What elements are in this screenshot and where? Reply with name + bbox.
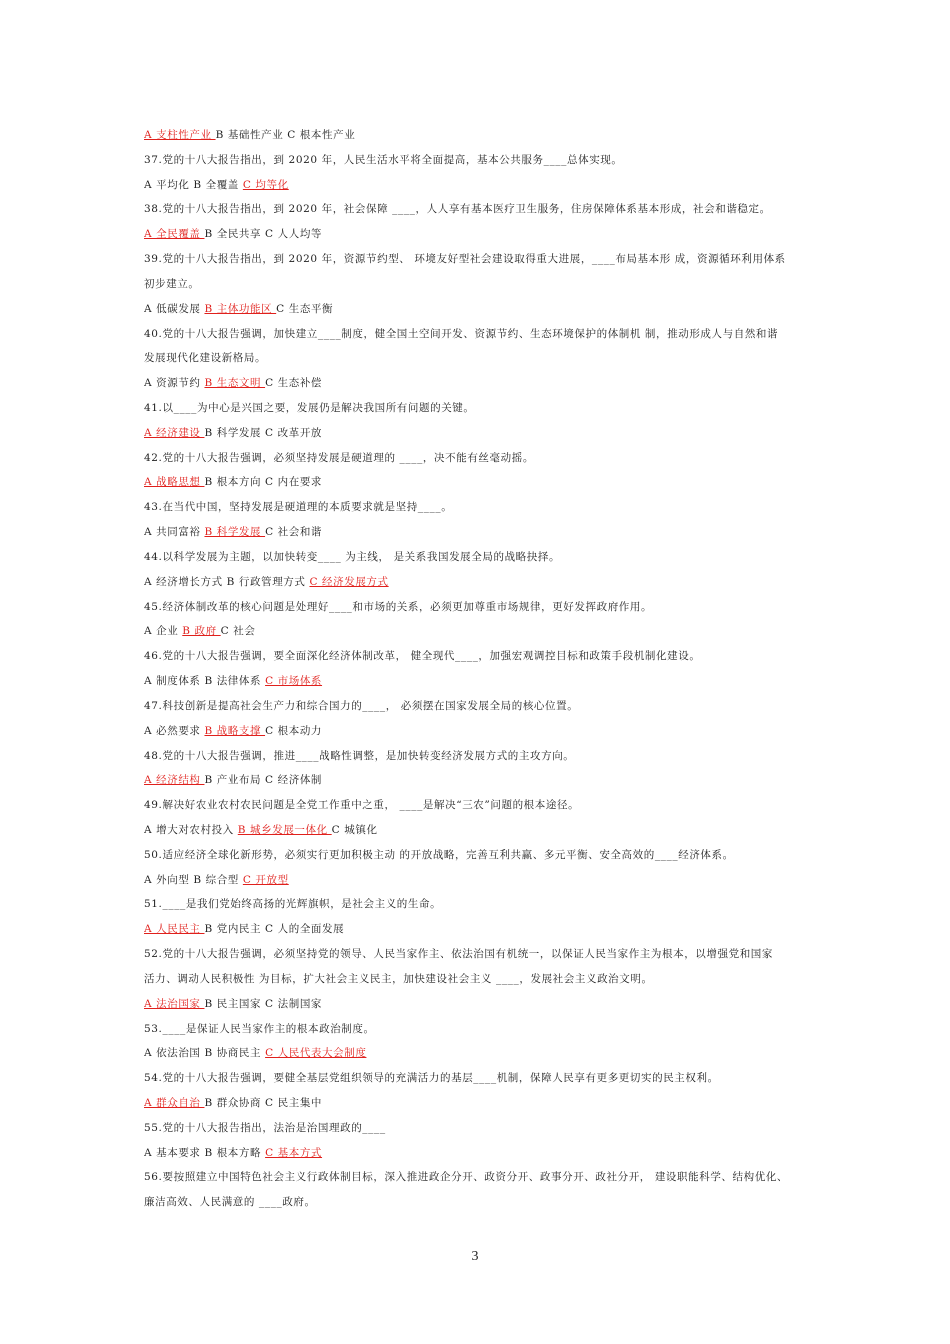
answer-highlight: A 战略思想 [144,476,205,489]
answer-highlight: A 人民民主 [144,923,205,936]
text-line [144,793,816,818]
text-line [144,346,816,371]
text-line [144,1017,816,1042]
text-line [144,297,816,322]
line-text: 41.以____为中心是兴国之要，发展仍是解决我国所有问题的关键。 [144,402,475,415]
line-text: 49.解决好农业农村农民问题是全党工作重中之重， ____是解决“三农”问题的根本途径。 [144,799,580,812]
line-text: B 科学发展 C 改革开放 [204,426,323,439]
line-text: A 必然要求 [144,724,205,737]
text-line [144,446,816,471]
answer-highlight: B 主体功能区 [204,302,277,315]
line-text: A 增大对农村投入 [144,823,238,836]
line-text: 活力、调动人民积极性 为目标，扩大社会主义民主，加快建设社会主义 ____，发展社会主义政治文明。 [144,972,653,985]
text-line [144,1190,816,1215]
answer-highlight: C 市场体系 [265,675,323,688]
line-text: A 共同富裕 [144,526,205,539]
text-line [144,595,816,620]
text-line [144,1165,816,1190]
answer-highlight: C 人民代表大会制度 [265,1047,367,1060]
line-text: 廉洁高效、人民满意的 ____政府。 [144,1196,316,1209]
text-line [144,371,816,396]
line-text: C 生态补偿 [265,377,323,390]
text-line [144,1091,816,1116]
text-line [144,421,816,446]
text-line [144,1041,816,1066]
answer-highlight: B 科学发展 [204,526,266,539]
line-text: 42.党的十八大报告强调，必须坚持发展是硬道理的 ____，决不能有丝毫动摇。 [144,451,534,464]
text-line [144,1066,816,1091]
line-text: 55.党的十八大报告指出，法治是治国理政的____ [144,1121,386,1134]
text-line [144,396,816,421]
line-text: B 民主国家 C 法制国家 [204,997,323,1010]
line-text: 发展现代化建设新格局。 [144,352,267,365]
text-line [144,992,816,1017]
line-text: A 制度体系 B 法律体系 [144,675,266,688]
line-text: A 依法治国 B 协商民主 [144,1047,266,1060]
line-text: 52.党的十八大报告强调，必须坚持党的领导、人民当家作主、依法治国有机统一，以保证人民当家作主为根本，以增强党和国家 [144,948,773,961]
line-text: 45.经济体制改革的核心问题是处理好____和市场的关系，必须更加尊重市场规律，更好发挥政府作用。 [144,600,653,613]
line-text: A 低碳发展 [144,302,205,315]
text-line [144,619,816,644]
answer-highlight: A 经济结构 [144,774,205,787]
line-text: A 基本要求 B 根本方略 [144,1146,266,1159]
text-line [144,768,816,793]
text-line [144,719,816,744]
text-line [144,570,816,595]
text-line [144,744,816,769]
line-text: C 社会 [220,625,256,638]
line-text: 54.党的十八大报告强调，要健全基层党组织领导的充满活力的基层____机制，保障人民享有更多更切实的民主权利。 [144,1072,719,1085]
line-text: A 企业 [144,625,183,638]
line-text: A 经济增长方式 B 行政管理方式 [144,575,310,588]
text-line [144,322,816,347]
answer-highlight: A 支柱性产业 [144,129,216,141]
line-text: 46.党的十八大报告强调，要全面深化经济体制改革， 健全现代____，加强宏观调控目标和政策手段机制化建设。 [144,650,701,663]
answer-highlight: C 开放型 [242,873,289,886]
text-line [144,818,816,843]
answer-highlight: A 全民覆盖 [144,228,205,241]
line-text: C 城镇化 [331,823,378,836]
answer-highlight: C 经济发展方式 [309,575,389,588]
line-text: B 基础性产业 C 根本性产业 [215,129,356,141]
line-text: 51.____是我们党始终高扬的光辉旗帜，是社会主义的生命。 [144,898,442,911]
text-line [144,669,816,694]
text-line [144,247,816,272]
line-text: C 根本动力 [265,724,323,737]
line-text: B 根本方向 C 内在要求 [204,476,323,489]
line-text: 47.科技创新是提高社会生产力和综合国力的____， 必须摆在国家发展全局的核心位置。 [144,699,579,712]
text-line [144,1116,816,1141]
line-text: B 党内民主 C 人的全面发展 [204,923,345,936]
text-line [144,148,816,173]
answer-highlight: B 生态文明 [204,377,266,390]
text-line [144,694,816,719]
answer-highlight: B 城乡发展一体化 [237,823,332,836]
line-text: 56.要按照建立中国特色社会主义行政体制目标，深入推进政企分开、政资分开、政事分开、政社分开， 建设职能科学、结构优化、 [144,1171,789,1184]
line-text: 初步建立。 [144,277,200,290]
text-line [144,272,816,297]
line-text: C 生态平衡 [276,302,334,315]
text-line [144,173,816,198]
answer-highlight: B 政府 [182,625,221,638]
line-text: C 社会和谐 [265,526,323,539]
text-line [144,644,816,669]
text-line [144,495,816,520]
answer-highlight: C 基本方式 [265,1146,323,1159]
answer-highlight: A 法治国家 [144,997,205,1010]
line-text: 48.党的十八大报告强调，推进____战略性调整，是加快转变经济发展方式的主攻方向。 [144,749,575,762]
line-text: B 产业布局 C 经济体制 [204,774,323,787]
line-text: 40.党的十八大报告强调，加快建立____制度，健全国土空间开发、资源节约、生态环境保护的体制机 制，推动形成人与自然和谐 [144,327,779,340]
text-line [144,868,816,893]
text-line [144,520,816,545]
text-line [144,892,816,917]
line-text: 43.在当代中国，坚持发展是硬道理的本质要求就是坚持____。 [144,501,453,514]
line-text: 50.适应经济全球化新形势，必须实行更加积极主动 的开放战略，完善互利共赢、多元平衡、安全高效的____经济体系。 [144,848,734,861]
text-line [144,967,816,992]
line-text: A 平均化 B 全覆盖 [144,178,243,191]
text-line [144,1141,816,1166]
text-line [144,545,816,570]
line-text: B 全民共享 C 人人均等 [204,228,323,241]
answer-highlight: A 群众自治 [144,1096,205,1109]
line-text: 44.以科学发展为主题，以加快转变____ 为主线， 是关系我国发展全局的战略抉择。 [144,550,561,563]
line-text: A 资源节约 [144,377,205,390]
line-text: A 外向型 B 综合型 [144,873,243,886]
text-line [144,942,816,967]
text-line [144,917,816,942]
line-text: 39.党的十八大报告指出，到 2020 年，资源节约型、 环境友好型社会建设取得重大进展，____布局基本形 成，资源循环利用体系 [144,253,786,266]
answer-highlight: C 均等化 [242,178,289,191]
line-text: 38.党的十八大报告指出，到 2020 年，社会保障 ____，人人享有基本医疗卫生服务，住房保障体系基本形成，社会和谐稳定。 [144,203,771,216]
answer-highlight: A 经济建设 [144,426,205,439]
answer-highlight: B 战略支撑 [204,724,266,737]
line-text: B 群众协商 C 民主集中 [204,1096,323,1109]
page-number: 3 [471,1249,479,1264]
text-line [144,197,816,222]
text-line [144,222,816,247]
text-line [144,843,816,868]
text-line [144,470,816,495]
text-line [144,123,816,148]
line-text: 37.党的十八大报告指出，到 2020 年，人民生活水平将全面提高，基本公共服务____总体实现。 [144,153,623,166]
line-text: 53.____是保证人民当家作主的根本政治制度。 [144,1022,375,1035]
